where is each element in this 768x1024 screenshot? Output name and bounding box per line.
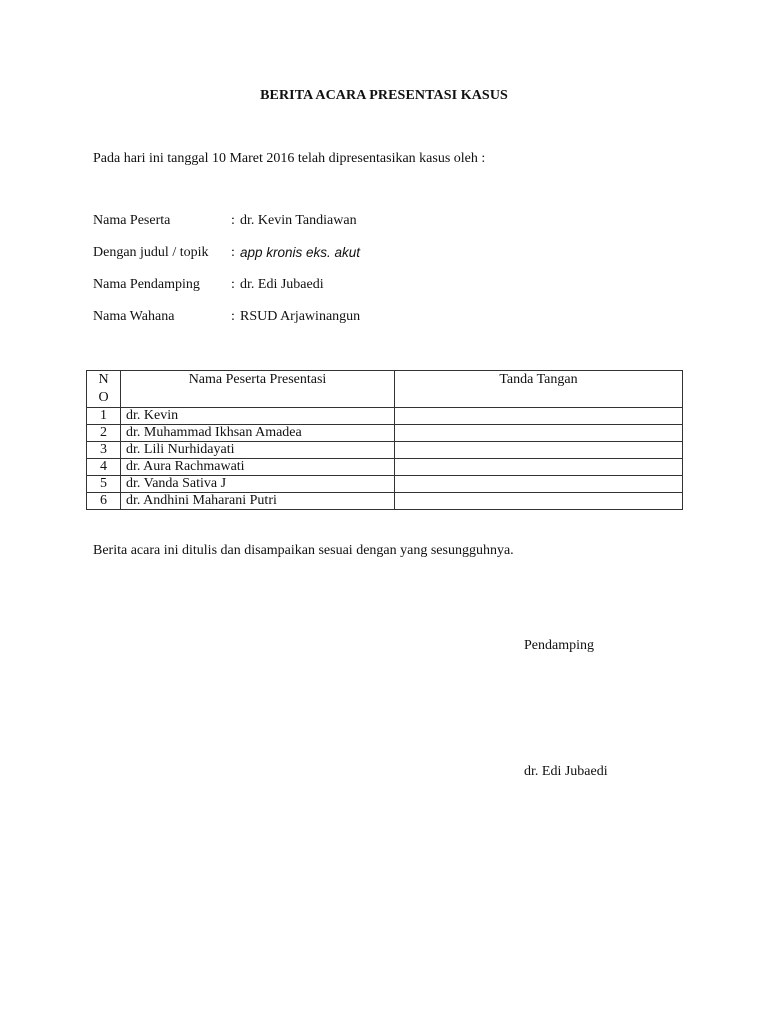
row-signature [395,425,683,442]
row-name: dr. Aura Rachmawati [121,459,395,476]
row-signature [395,493,683,510]
row-name: dr. Lili Nurhidayati [121,442,395,459]
header-no-line1: N [98,372,109,387]
table-row [87,476,683,493]
table-row [87,408,683,425]
row-name: dr. Vanda Sativa J [121,476,395,493]
row-number: 2 [87,425,121,442]
field-separator: : [231,309,235,324]
signature-role: Pendamping [524,638,594,653]
row-number: 4 [87,459,121,476]
field-value: dr. Kevin Tandiawan [240,213,357,228]
header-name: Nama Peserta Presentasi [121,371,395,408]
row-number: 5 [87,476,121,493]
document-title: BERITA ACARA PRESENTASI KASUS [260,88,508,103]
header-no-line2: O [98,390,109,405]
field-separator: : [231,245,235,260]
table-row [87,493,683,510]
row-signature [395,442,683,459]
field-label: Nama Peserta [93,213,171,228]
row-signature [395,408,683,425]
table-row [87,425,683,442]
header-no [87,371,121,408]
row-number: 1 [87,408,121,425]
field-label: Nama Wahana [93,309,175,324]
field-value: app kronis eks. akut [240,245,361,260]
row-signature [395,476,683,493]
row-name: dr. Andhini Maharani Putri [121,493,395,510]
field-value: dr. Edi Jubaedi [240,277,324,292]
header-signature: Tanda Tangan [395,371,683,408]
table-row [87,459,683,476]
field-label: Dengan judul / topik [93,245,209,260]
field-value: RSUD Arjawinangun [240,309,361,324]
intro-paragraph: Pada hari ini tanggal 10 Maret 2016 telah dipresentasikan kasus oleh : [93,151,486,166]
table-row [87,442,683,459]
field-separator: : [231,213,235,228]
attendance-table [86,370,683,510]
row-name: dr. Muhammad Ikhsan Amadea [121,425,395,442]
field-label: Nama Pendamping [93,277,200,292]
row-name: dr. Kevin [121,408,395,425]
signature-name: dr. Edi Jubaedi [524,764,608,779]
row-number: 3 [87,442,121,459]
closing-statement: Berita acara ini ditulis dan disampaikan sesuai dengan yang sesungguhnya. [93,543,514,558]
row-number: 6 [87,493,121,510]
row-signature [395,459,683,476]
table-header-row [87,371,683,408]
field-separator: : [231,277,235,292]
